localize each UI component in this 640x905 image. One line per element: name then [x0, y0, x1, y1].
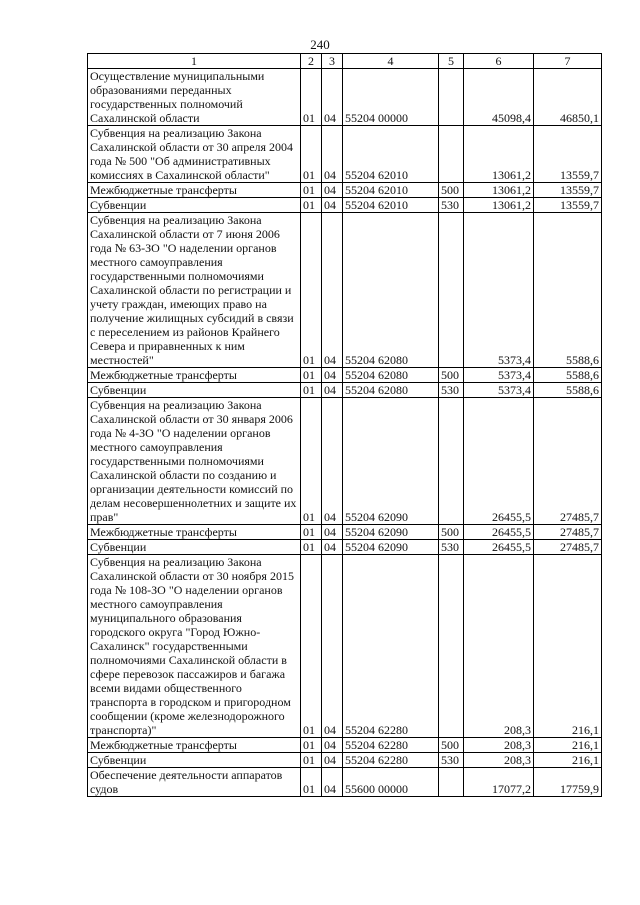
- table-row: [88, 198, 602, 213]
- section-code-cell: 01: [301, 183, 322, 198]
- amount-year-2-cell: 17759,9: [534, 768, 602, 797]
- subsection-code-cell: 04: [322, 540, 343, 555]
- page-number: 240: [310, 37, 330, 52]
- subsection-code-cell: 04: [322, 383, 343, 398]
- section-code-cell: 01: [301, 398, 322, 525]
- subsection-code-cell: 04: [322, 126, 343, 183]
- target-code-cell: 55204 62090: [343, 540, 439, 555]
- column-header: 2: [301, 54, 322, 69]
- amount-year-2-cell: 5588,6: [534, 368, 602, 383]
- amount-year-1-cell: 13061,2: [464, 183, 534, 198]
- expense-type-cell: 530: [439, 753, 464, 768]
- section-code-cell: 01: [301, 198, 322, 213]
- subsection-code-cell: 04: [322, 198, 343, 213]
- amount-year-1-cell: 5373,4: [464, 213, 534, 368]
- row-name-cell: Субвенции: [88, 753, 301, 768]
- amount-year-2-cell: 13559,7: [534, 198, 602, 213]
- amount-year-2-cell: 5588,6: [534, 383, 602, 398]
- row-name-cell: Субвенция на реализацию Закона Сахалинской области от 30 ноября 2015 года № 108-ЗО "О наделении органов местного самоуправления муниципального образования городского округа "Город Южно-Сахалинск" государственными полномочиями Сахалинской области в сфере перевозок пассажиров и багажа всеми видами общественного транспорта в городском и пригородном сообщении (кроме железнодорожного транспорта)": [88, 555, 301, 738]
- expense-type-cell: 530: [439, 540, 464, 555]
- target-code-cell: 55204 62080: [343, 213, 439, 368]
- expense-type-cell: [439, 555, 464, 738]
- expense-type-cell: [439, 768, 464, 797]
- expense-type-cell: [439, 69, 464, 126]
- section-code-cell: 01: [301, 69, 322, 126]
- target-code-cell: 55204 62010: [343, 198, 439, 213]
- target-code-cell: 55204 62010: [343, 183, 439, 198]
- amount-year-1-cell: 45098,4: [464, 69, 534, 126]
- target-code-cell: 55204 62280: [343, 555, 439, 738]
- table-row: [88, 383, 602, 398]
- table-row: [88, 738, 602, 753]
- expense-type-cell: [439, 213, 464, 368]
- amount-year-1-cell: 13061,2: [464, 198, 534, 213]
- row-name-cell: Межбюджетные трансферты: [88, 368, 301, 383]
- amount-year-1-cell: 26455,5: [464, 540, 534, 555]
- table-row: [88, 753, 602, 768]
- column-header: 4: [343, 54, 439, 69]
- section-code-cell: 01: [301, 383, 322, 398]
- column-header: 7: [534, 54, 602, 69]
- row-name-cell: Субвенция на реализацию Закона Сахалинской области от 30 января 2006 года № 4-ЗО "О наделении органов местного самоуправления государственными полномочиями Сахалинской области по созданию и организации деятельности комиссий по делам несовершеннолетних и защите их прав": [88, 398, 301, 525]
- section-code-cell: 01: [301, 753, 322, 768]
- row-name-cell: Субвенция на реализацию Закона Сахалинской области от 30 апреля 2004 года № 500 "Об административных комиссиях в Сахалинской области": [88, 126, 301, 183]
- expense-type-cell: 500: [439, 525, 464, 540]
- target-code-cell: 55204 62280: [343, 753, 439, 768]
- amount-year-1-cell: 26455,5: [464, 398, 534, 525]
- amount-year-1-cell: 17077,2: [464, 768, 534, 797]
- table-row: [88, 213, 602, 368]
- section-code-cell: 01: [301, 738, 322, 753]
- expense-type-cell: 500: [439, 738, 464, 753]
- row-name-cell: Субвенции: [88, 383, 301, 398]
- target-code-cell: 55204 62080: [343, 368, 439, 383]
- target-code-cell: 55204 62280: [343, 738, 439, 753]
- target-code-cell: 55600 00000: [343, 768, 439, 797]
- expense-type-cell: [439, 126, 464, 183]
- budget-table: [87, 53, 602, 797]
- amount-year-2-cell: 27485,7: [534, 525, 602, 540]
- subsection-code-cell: 04: [322, 753, 343, 768]
- column-header: 5: [439, 54, 464, 69]
- expense-type-cell: [439, 398, 464, 525]
- target-code-cell: 55204 62010: [343, 126, 439, 183]
- subsection-code-cell: 04: [322, 738, 343, 753]
- table-row: [88, 525, 602, 540]
- expense-type-cell: 500: [439, 368, 464, 383]
- table-row: [88, 555, 602, 738]
- target-code-cell: 55204 62080: [343, 383, 439, 398]
- subsection-code-cell: 04: [322, 69, 343, 126]
- section-code-cell: 01: [301, 213, 322, 368]
- row-name-cell: Межбюджетные трансферты: [88, 738, 301, 753]
- amount-year-1-cell: 208,3: [464, 555, 534, 738]
- amount-year-2-cell: 216,1: [534, 555, 602, 738]
- row-name-cell: Осуществление муниципальными образованиями переданных государственных полномочий Сахалинской области: [88, 69, 301, 126]
- amount-year-1-cell: 13061,2: [464, 126, 534, 183]
- column-header: 6: [464, 54, 534, 69]
- target-code-cell: 55204 00000: [343, 69, 439, 126]
- table-row: [88, 69, 602, 126]
- amount-year-2-cell: 216,1: [534, 753, 602, 768]
- table-row: [88, 126, 602, 183]
- subsection-code-cell: 04: [322, 555, 343, 738]
- expense-type-cell: 530: [439, 198, 464, 213]
- subsection-code-cell: 04: [322, 368, 343, 383]
- target-code-cell: 55204 62090: [343, 525, 439, 540]
- table-header-row: [88, 54, 602, 69]
- subsection-code-cell: 04: [322, 398, 343, 525]
- target-code-cell: 55204 62090: [343, 398, 439, 525]
- table-row: [88, 540, 602, 555]
- table-row: [88, 183, 602, 198]
- subsection-code-cell: 04: [322, 768, 343, 797]
- row-name-cell: Межбюджетные трансферты: [88, 525, 301, 540]
- row-name-cell: Межбюджетные трансферты: [88, 183, 301, 198]
- subsection-code-cell: 04: [322, 525, 343, 540]
- expense-type-cell: 530: [439, 383, 464, 398]
- row-name-cell: Субвенции: [88, 198, 301, 213]
- amount-year-2-cell: 27485,7: [534, 540, 602, 555]
- section-code-cell: 01: [301, 555, 322, 738]
- amount-year-2-cell: 13559,7: [534, 183, 602, 198]
- subsection-code-cell: 04: [322, 183, 343, 198]
- amount-year-2-cell: 216,1: [534, 738, 602, 753]
- row-name-cell: Обеспечение деятельности аппаратов судов: [88, 768, 301, 797]
- subsection-code-cell: 04: [322, 213, 343, 368]
- amount-year-2-cell: 27485,7: [534, 398, 602, 525]
- table-row: [88, 368, 602, 383]
- section-code-cell: 01: [301, 525, 322, 540]
- section-code-cell: 01: [301, 368, 322, 383]
- amount-year-2-cell: 46850,1: [534, 69, 602, 126]
- row-name-cell: Субвенции: [88, 540, 301, 555]
- amount-year-1-cell: 208,3: [464, 738, 534, 753]
- row-name-cell: Субвенция на реализацию Закона Сахалинской области от 7 июня 2006 года № 63-ЗО "О наделении органов местного самоуправления государственными полномочиями Сахалинской области по регистрации и учету граждан, имеющих право на получение жилищных субсидий в связи с переселением из районов Крайнего Севера и приравненных к ним местностей": [88, 213, 301, 368]
- amount-year-2-cell: 13559,7: [534, 126, 602, 183]
- column-header: 1: [88, 54, 301, 69]
- section-code-cell: 01: [301, 540, 322, 555]
- expense-type-cell: 500: [439, 183, 464, 198]
- amount-year-1-cell: 5373,4: [464, 383, 534, 398]
- section-code-cell: 01: [301, 768, 322, 797]
- table-row: [88, 768, 602, 797]
- column-header: 3: [322, 54, 343, 69]
- section-code-cell: 01: [301, 126, 322, 183]
- amount-year-1-cell: 208,3: [464, 753, 534, 768]
- amount-year-1-cell: 26455,5: [464, 525, 534, 540]
- amount-year-2-cell: 5588,6: [534, 213, 602, 368]
- amount-year-1-cell: 5373,4: [464, 368, 534, 383]
- table-row: [88, 398, 602, 525]
